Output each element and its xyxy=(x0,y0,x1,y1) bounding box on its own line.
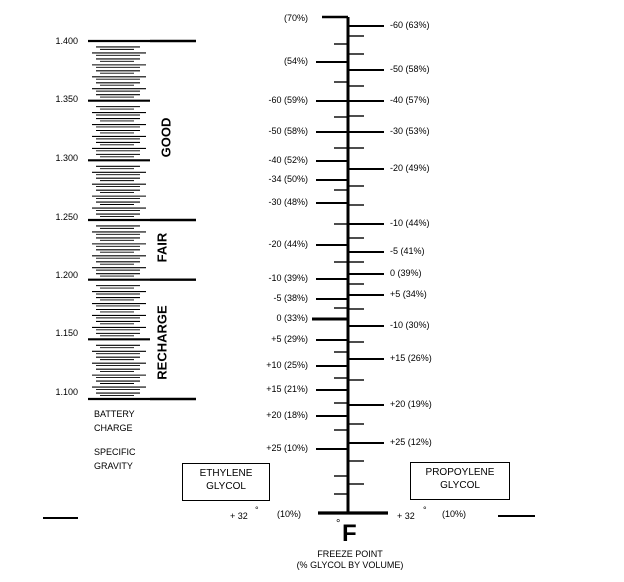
propylene-label-5: -10 (44%) xyxy=(390,218,430,228)
propylene-bottom-degree: ° xyxy=(423,505,427,515)
sg-tick-label-1400: 1.400 xyxy=(55,36,78,46)
ethylene-label-3: -50 (58%) xyxy=(268,126,308,136)
propylene-bottom-temp: + 32 xyxy=(397,511,415,521)
battery-charge-line1: BATTERY xyxy=(94,409,135,419)
zone-recharge-label: RECHARGE xyxy=(154,305,170,380)
specific-gravity-line1: SPECIFIC xyxy=(94,447,136,457)
sg-tick-label-1250: 1.250 xyxy=(55,212,78,222)
propylene-label-8: +5 (34%) xyxy=(390,289,427,299)
ethylene-label-7: -20 (44%) xyxy=(268,239,308,249)
unit-degree-symbol: ° xyxy=(336,518,341,530)
propylene-box-line2: GLYCOL xyxy=(440,480,480,491)
propylene-label-6: -5 (41%) xyxy=(390,246,425,256)
ethylene-label-0: (70%) xyxy=(283,13,308,23)
unit-fahrenheit-letter: F xyxy=(342,520,357,547)
ethylene-box-line1: ETHYLENE xyxy=(199,468,253,479)
specific-gravity-line2: GRAVITY xyxy=(94,461,133,471)
zone-good-label: GOOD xyxy=(158,117,174,158)
ethylene-glycol-box xyxy=(182,463,270,501)
caption-line2: (% GLYCOL BY VOLUME) xyxy=(296,560,404,570)
freeze-point-caption xyxy=(270,549,430,571)
propylene-label-2: -40 (57%) xyxy=(390,95,430,105)
battery-charge-line2: CHARGE xyxy=(94,423,133,433)
ethylene-label-15: +25 (10%) xyxy=(266,443,308,453)
sg-tick-label-1150: 1.150 xyxy=(55,328,78,338)
propylene-label-4: -20 (49%) xyxy=(390,163,430,173)
propylene-label-3: -30 (53%) xyxy=(390,126,430,136)
zone-fair-label: FAIR xyxy=(154,232,170,263)
caption-line1: FREEZE POINT xyxy=(317,549,383,559)
ethylene-box-line2: GLYCOL xyxy=(206,481,246,492)
propylene-box-line1: PROPOYLENE xyxy=(425,467,495,478)
sg-tick-label-1200: 1.200 xyxy=(55,270,78,280)
ethylene-label-14: +20 (18%) xyxy=(266,410,308,420)
ethylene-label-4: -40 (52%) xyxy=(268,155,308,165)
propylene-label-11: +20 (19%) xyxy=(390,399,432,409)
ethylene-bottom-degree: ° xyxy=(255,505,259,515)
ethylene-label-1: (54%) xyxy=(283,56,308,66)
ethylene-label-11: +5 (29%) xyxy=(271,334,308,344)
propylene-label-7: 0 (39%) xyxy=(390,268,422,278)
ethylene-bottom-pct: (10%) xyxy=(277,509,302,519)
propylene-label-12: +25 (12%) xyxy=(390,437,432,447)
ethylene-label-12: +10 (25%) xyxy=(266,360,308,370)
ethylene-bottom-temp: + 32 xyxy=(230,511,248,521)
propylene-label-0: -60 (63%) xyxy=(390,20,430,30)
propylene-bottom-pct: (10%) xyxy=(442,509,467,519)
propylene-label-10: +15 (26%) xyxy=(390,353,432,363)
ethylene-label-9: -5 (38%) xyxy=(273,293,308,303)
sg-tick-label-1300: 1.300 xyxy=(55,153,78,163)
sg-tick-label-1350: 1.350 xyxy=(55,94,78,104)
propylene-label-9: -10 (30%) xyxy=(390,320,430,330)
ethylene-label-5: -34 (50%) xyxy=(268,174,308,184)
ethylene-label-13: +15 (21%) xyxy=(266,384,308,394)
ethylene-label-10: 0 (33%) xyxy=(276,313,308,323)
propylene-glycol-box xyxy=(410,462,510,500)
ethylene-label-2: -60 (59%) xyxy=(268,95,308,105)
propylene-label-1: -50 (58%) xyxy=(390,64,430,74)
ethylene-label-6: -30 (48%) xyxy=(268,197,308,207)
ethylene-label-8: -10 (39%) xyxy=(268,273,308,283)
sg-tick-label-1100: 1.100 xyxy=(55,387,78,397)
